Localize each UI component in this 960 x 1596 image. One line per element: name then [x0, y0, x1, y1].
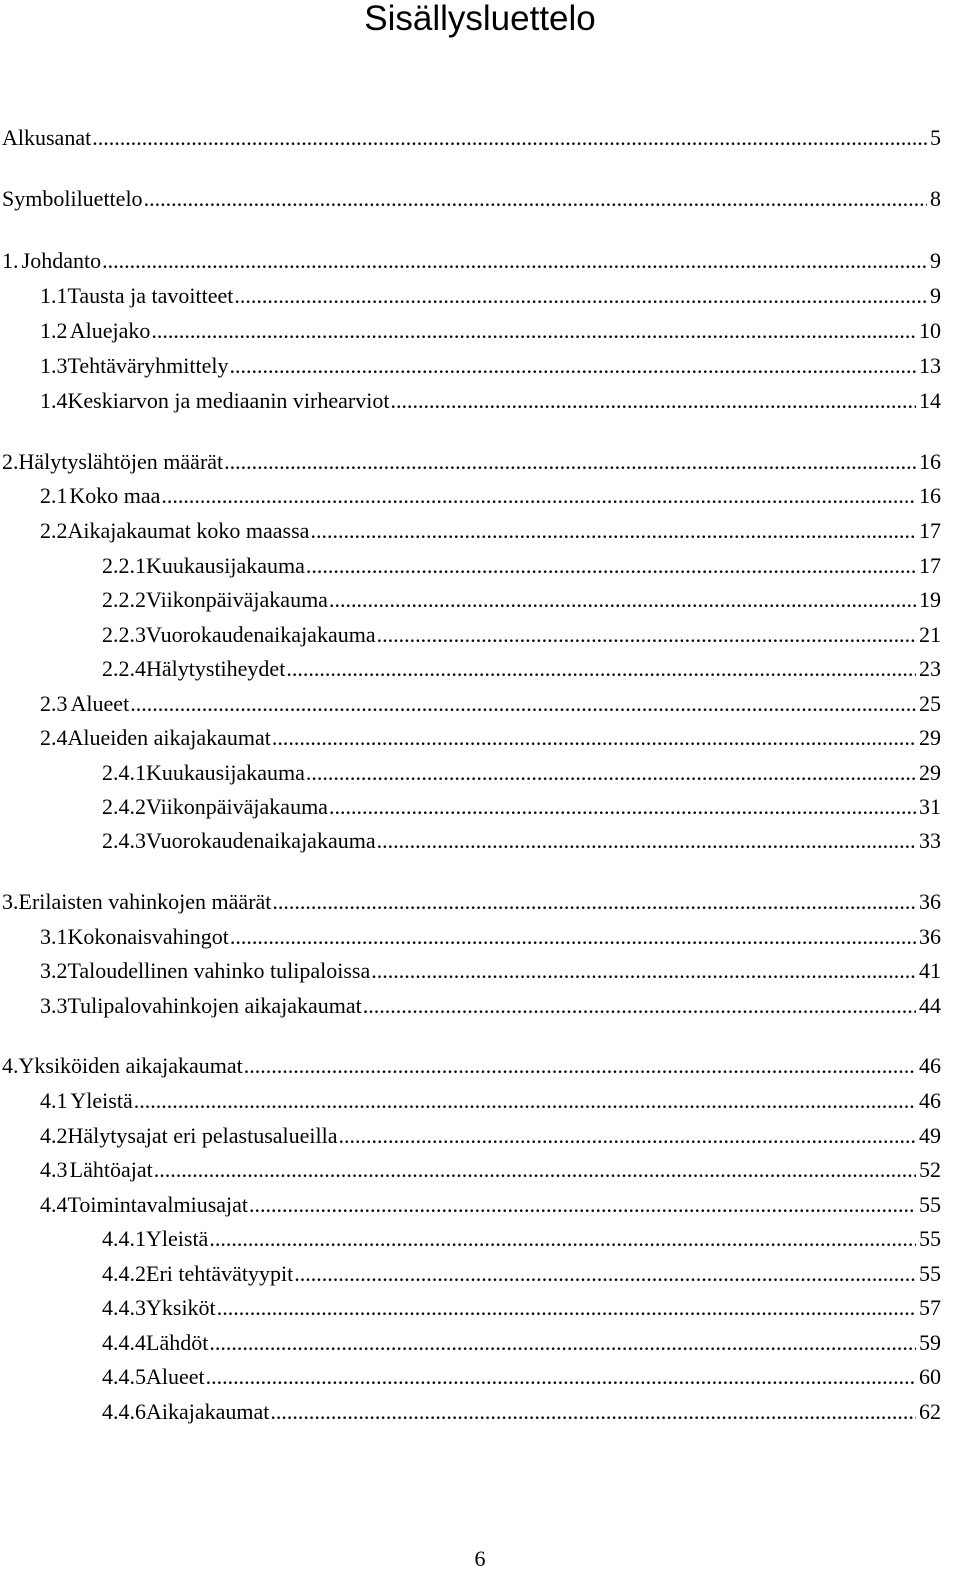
toc-entry-number: 3.1 [40, 924, 68, 949]
toc-entry-page: 9 [930, 248, 941, 273]
toc-entry [40, 1121, 941, 1151]
toc-entry [40, 386, 941, 416]
toc-entry-title: Tausta ja tavoitteet [67, 283, 234, 308]
toc-entry-page: 33 [919, 828, 941, 853]
toc-dot-leader [306, 758, 916, 788]
toc-entry-title: Viikonpäiväjakauma [146, 794, 328, 819]
toc-entry [40, 991, 941, 1021]
toc-entry-title: Taloudellinen vahinko tulipaloissa [67, 958, 371, 983]
toc-entry-title: Yksiköt [146, 1295, 216, 1320]
toc-dot-leader [154, 1155, 916, 1185]
toc-dot-leader [306, 551, 916, 581]
toc-entry-page: 19 [919, 587, 941, 612]
toc-entry [40, 351, 941, 381]
toc-entry-number: 4.4.3 [102, 1295, 146, 1320]
toc-dot-leader [377, 620, 916, 650]
toc-dot-leader [234, 281, 927, 311]
toc-dot-leader [144, 184, 927, 214]
toc-entry-page: 55 [919, 1192, 941, 1217]
toc-entry-number: 2.2.2 [102, 587, 146, 612]
toc-entry-page: 52 [919, 1157, 941, 1182]
toc-entry-title: Lähtöajat [69, 1157, 153, 1182]
toc-entry-title: Viikonpäiväjakauma [146, 587, 328, 612]
toc-entry [102, 551, 941, 581]
toc-entry [40, 1190, 941, 1220]
toc-entry-page: 16 [919, 483, 941, 508]
toc-entry-title: Tehtäväryhmittely [67, 353, 229, 378]
toc-entry-title: Alueet [70, 691, 130, 716]
toc-entry [102, 654, 941, 684]
toc-entry-number: 4.2 [40, 1123, 68, 1148]
toc-dot-leader [209, 1328, 916, 1358]
toc-entry-number: 2.2.3 [102, 622, 146, 647]
toc-entry-number: 4.4.2 [102, 1261, 146, 1286]
toc-entry-title: Kuukausijakauma [146, 553, 305, 578]
toc-entry-page: 46 [919, 1053, 941, 1078]
toc-dot-leader [230, 922, 916, 952]
toc-entry-page: 29 [919, 725, 941, 750]
toc-entry-number: 3. [2, 889, 19, 914]
toc-entry [40, 689, 941, 719]
toc-entry-title: Koko maa [69, 483, 161, 508]
toc-entry [40, 1086, 941, 1116]
toc-entry [40, 922, 941, 952]
toc-entry [102, 1397, 941, 1427]
toc-entry-page: 55 [919, 1261, 941, 1286]
toc-entry-title: Alueet [146, 1364, 205, 1389]
toc-dot-leader [371, 956, 916, 986]
toc-entry-number: 4.4.6 [102, 1399, 146, 1424]
toc-entry [102, 792, 941, 822]
toc-dot-leader [272, 723, 916, 753]
toc-entry-page: 13 [919, 353, 941, 378]
toc-entry-number: 2. [2, 449, 19, 474]
toc-dot-leader [270, 1397, 916, 1427]
toc-entry-number: 4.4.5 [102, 1364, 146, 1389]
toc-entry-page: 59 [919, 1330, 941, 1355]
toc-entry-page: 36 [919, 924, 941, 949]
toc-entry-number: 1.4 [40, 388, 68, 413]
toc-entry-number: 4.4.1 [102, 1226, 146, 1251]
toc-dot-leader [224, 447, 916, 477]
toc-entry-title: Yleistä [146, 1226, 209, 1251]
toc-entry-number: 4.3 [40, 1157, 68, 1182]
toc-entry [102, 1328, 941, 1358]
toc-dot-leader [339, 1121, 916, 1151]
toc-entry-page: 14 [919, 388, 941, 413]
toc-entry-number: 1. [2, 248, 19, 273]
toc-entry-page: 55 [919, 1226, 941, 1251]
toc-dot-leader [390, 386, 916, 416]
toc-entry [102, 585, 941, 615]
toc-dot-leader [134, 1086, 916, 1116]
toc-entry [40, 481, 941, 511]
toc-entry-number: 2.2.4 [102, 656, 146, 681]
toc-entry-page: 46 [919, 1088, 941, 1113]
toc-entry [40, 316, 941, 346]
toc-entry-page: 44 [919, 993, 941, 1018]
toc-entry-page: 41 [919, 958, 941, 983]
toc-entry-number: 2.2.1 [102, 553, 146, 578]
toc-dot-leader [209, 1224, 916, 1254]
toc-entry-number: 4.1 [40, 1088, 68, 1113]
toc-entry-number: 2.2 [40, 518, 68, 543]
toc-dot-leader [161, 481, 916, 511]
toc-entry-title: Symboliluettelo [2, 186, 143, 211]
toc-dot-leader [294, 1259, 916, 1289]
toc-entry-page: 36 [919, 889, 941, 914]
toc-entry [102, 620, 941, 650]
toc-entry-page: 17 [919, 553, 941, 578]
toc-entry [102, 1224, 941, 1254]
toc-entry-page: 31 [919, 794, 941, 819]
toc-entry [2, 447, 941, 477]
toc-dot-leader [329, 585, 916, 615]
toc-entry-page: 49 [919, 1123, 941, 1148]
toc-entry-title: Kokonaisvahingot [67, 924, 229, 949]
toc-entry-page: 60 [919, 1364, 941, 1389]
toc-entry-title: Kuukausijakauma [146, 760, 305, 785]
toc-entry-title: Hälytystiheydet [146, 656, 286, 681]
toc-entry-title: Vuorokaudenaikajakauma [146, 828, 376, 853]
toc-entry-title: Vuorokaudenaikajakauma [146, 622, 376, 647]
toc-entry-page: 25 [919, 691, 941, 716]
toc-dot-leader [377, 826, 916, 856]
toc-entry [2, 887, 941, 917]
toc-entry-page: 57 [919, 1295, 941, 1320]
toc-entry [2, 1051, 941, 1081]
toc-dot-leader [92, 123, 927, 153]
toc-entry [40, 956, 941, 986]
toc-entry-number: 1.2 [40, 318, 68, 343]
toc-entry-number: 3.3 [40, 993, 68, 1018]
toc-entry-number: 3.2 [40, 958, 68, 983]
toc-entry-title: Toimintavalmiusajat [67, 1192, 249, 1217]
toc-entry-number: 4. [2, 1053, 19, 1078]
toc-entry-page: 16 [919, 449, 941, 474]
toc-entry [2, 123, 941, 153]
toc-dot-leader [102, 246, 927, 276]
page-title: Sisällysluettelo [364, 0, 596, 38]
toc-entry-number: 4.4 [40, 1192, 68, 1217]
toc-entry [2, 184, 941, 214]
toc-entry [2, 246, 941, 276]
toc-entry-number: 2.4.2 [102, 794, 146, 819]
toc-entry [102, 1293, 941, 1323]
toc-entry [40, 1155, 941, 1185]
toc-entry-number: 4.4.4 [102, 1330, 146, 1355]
toc-entry-number: 2.1 [40, 483, 68, 508]
toc-entry-title: Aikajakaumat koko maassa [67, 518, 310, 543]
toc-entry-number: 1.3 [40, 353, 68, 378]
toc-dot-leader [249, 1190, 916, 1220]
toc-dot-leader [310, 516, 916, 546]
toc-entry-number: 2.3 [40, 691, 68, 716]
toc-entry-page: 5 [930, 125, 941, 150]
toc-entry-page: 9 [930, 283, 941, 308]
toc-entry-title: Johdanto [21, 248, 102, 273]
toc-entry-title: Yleistä [70, 1088, 133, 1113]
toc-dot-leader [272, 887, 916, 917]
toc-entry-page: 10 [919, 318, 941, 343]
toc-entry-page: 17 [919, 518, 941, 543]
toc-entry-title: Eri tehtävätyypit [146, 1261, 294, 1286]
toc-dot-leader [329, 792, 916, 822]
toc-entry [102, 1259, 941, 1289]
toc-dot-leader [206, 1362, 916, 1392]
toc-entry [40, 723, 941, 753]
toc-entry-title: Tulipalovahinkojen aikajakaumat [67, 993, 362, 1018]
toc-entry-title: Yksiköiden aikajakaumat [18, 1053, 243, 1078]
toc-entry [40, 516, 941, 546]
toc-dot-leader [130, 689, 916, 719]
toc-dot-leader [217, 1293, 916, 1323]
toc-entry-title: Aikajakaumat [146, 1399, 270, 1424]
toc-entry-page: 23 [919, 656, 941, 681]
toc-dot-leader [229, 351, 916, 381]
toc-entry-title: Alueiden aikajakaumat [67, 725, 271, 750]
toc-entry-title: Hälytyslähtöjen määrät [18, 449, 224, 474]
page-number: 6 [474, 1546, 486, 1571]
toc-entry [40, 281, 941, 311]
toc-dot-leader [244, 1051, 916, 1081]
toc-dot-leader [286, 654, 916, 684]
toc-entry-page: 29 [919, 760, 941, 785]
toc-entry-title: Lähdöt [146, 1330, 209, 1355]
toc-entry-page: 21 [919, 622, 941, 647]
toc-entry-title: Keskiarvon ja mediaanin virhearviot [67, 388, 390, 413]
toc-entry [102, 826, 941, 856]
toc-entry-number: 2.4 [40, 725, 68, 750]
toc-dot-leader [363, 991, 916, 1021]
toc-entry-number: 2.4.3 [102, 828, 146, 853]
toc-entry [102, 758, 941, 788]
toc-entry-title: Alkusanat [2, 125, 92, 150]
toc-entry-number: 1.1 [40, 283, 68, 308]
toc-entry-title: Aluejako [69, 318, 151, 343]
toc-entry-number: 2.4.1 [102, 760, 146, 785]
toc-entry-title: Erilaisten vahinkojen määrät [18, 889, 272, 914]
toc-entry [102, 1362, 941, 1392]
toc-entry-title: Hälytysajat eri pelastusalueilla [67, 1123, 338, 1148]
toc-entry-page: 8 [930, 186, 941, 211]
toc-entry-page: 62 [919, 1399, 941, 1424]
toc-dot-leader [151, 316, 916, 346]
